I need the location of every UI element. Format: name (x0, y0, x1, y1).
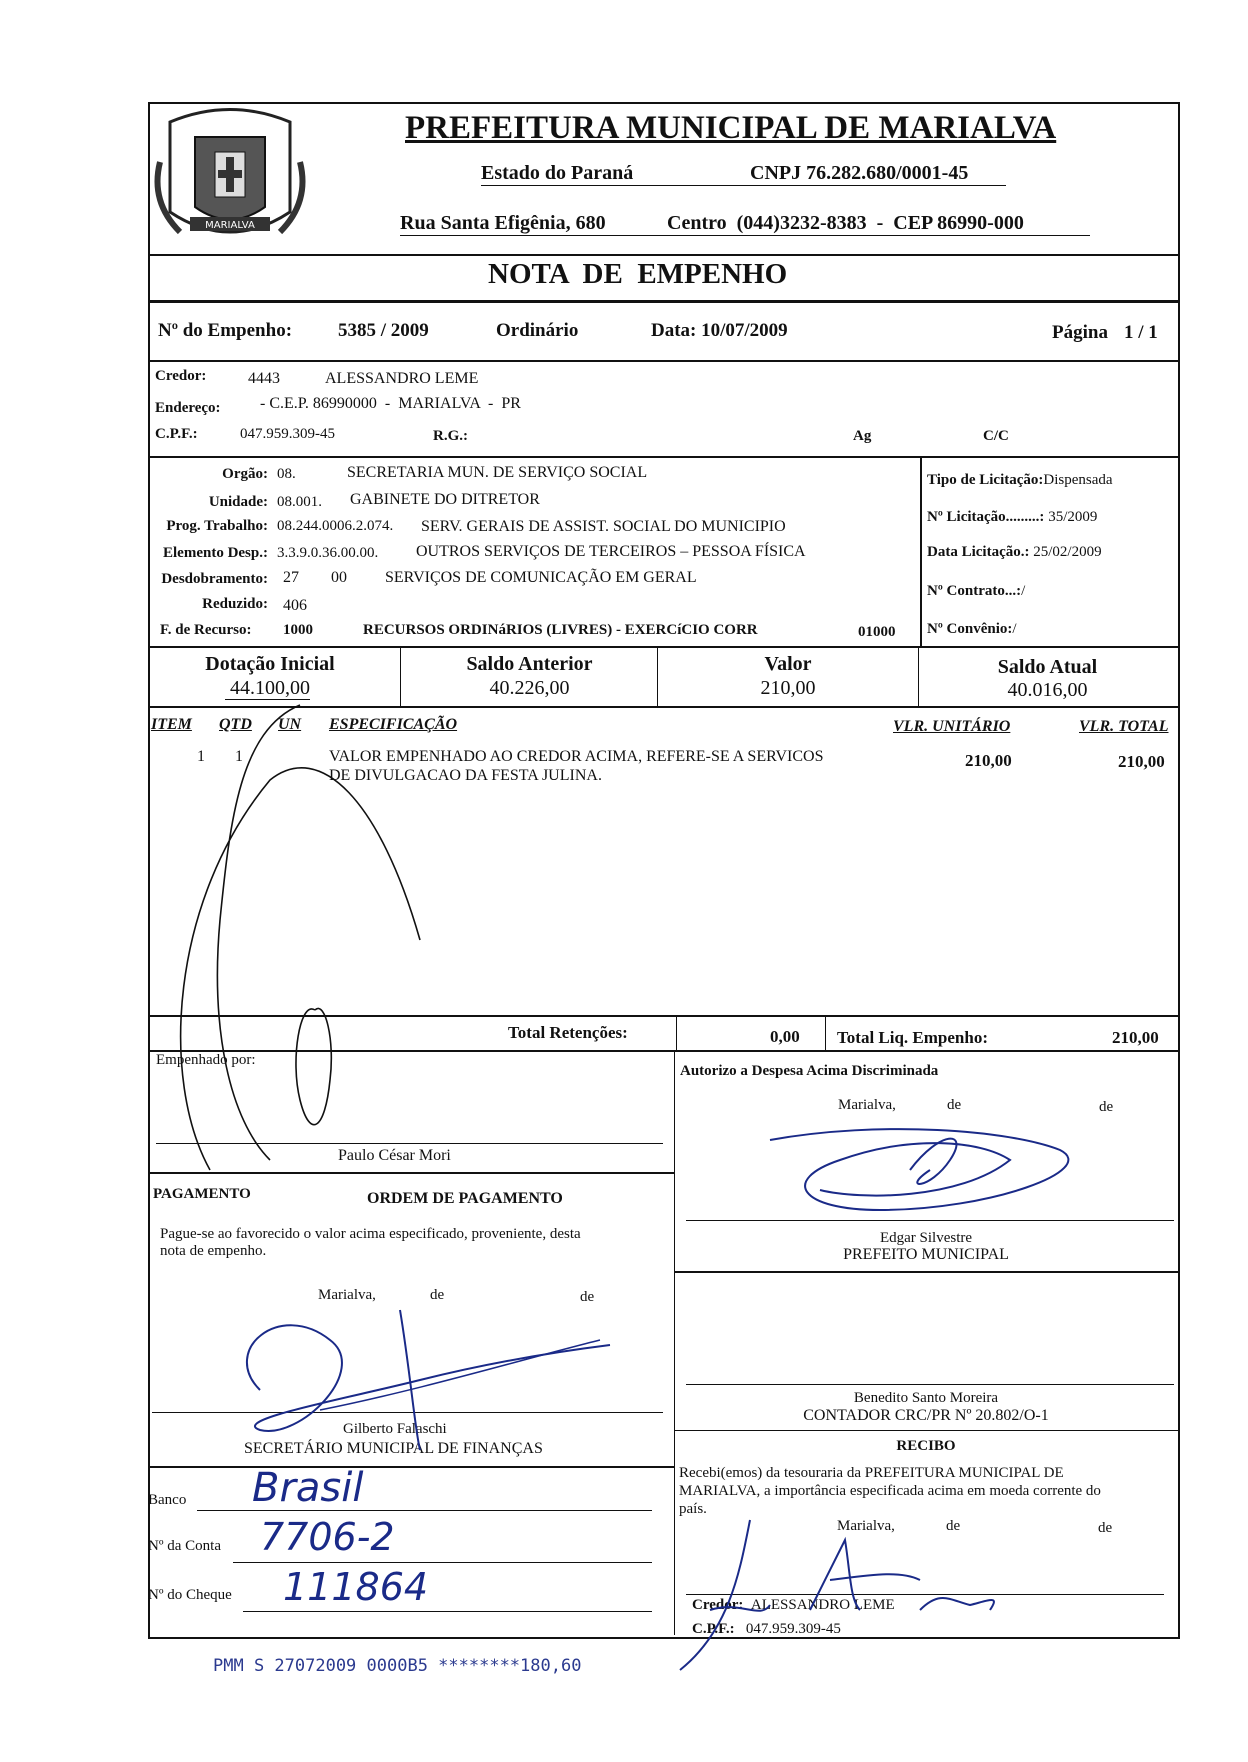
empenho-label: Nº do Empenho: (158, 320, 293, 341)
credor-code: 4443 (248, 370, 280, 387)
col-un: UN (278, 716, 302, 733)
pagamento-text-2: nota de empenho. (160, 1243, 267, 1259)
row-spec-line1: VALOR EMPENHADO AO CREDOR ACIMA, REFERE-SE A SERVICOS (329, 748, 824, 765)
orgao-label: Orgão: (222, 466, 268, 482)
recibo-text-3: país. (679, 1501, 707, 1517)
pagamento-role: SECRETÁRIO MUNICIPAL DE FINANÇAS (244, 1440, 543, 1457)
document-title: NOTA DE EMPENHO (488, 258, 788, 290)
address: Rua Santa Efigênia, 680 (400, 212, 606, 234)
elemento-name: OUTROS SERVIÇOS DE TERCEIROS – PESSOA FÍSICA (416, 543, 806, 560)
desdobramento-code: 27 (283, 569, 299, 586)
unidade-name: GABINETE DO DITRETOR (350, 491, 540, 508)
numero-contrato: Nº Contrato...:/ (927, 583, 1026, 599)
recibo-de1: de (946, 1518, 961, 1534)
empenhado-name: Paulo César Mori (338, 1147, 451, 1164)
autorizo-label: Autorizo a Despesa Acima Discriminada (680, 1063, 939, 1079)
pagamento-text-1: Pague-se ao favorecido o valor acima especificado, proveniente, desta (160, 1226, 581, 1242)
pagamento-signer: Gilberto Falaschi (343, 1421, 447, 1437)
empenho-date: Data: 10/07/2009 (651, 320, 788, 341)
empenhado-label: Empenhado por: (156, 1052, 256, 1068)
recibo-city: Marialva, (837, 1518, 895, 1534)
state-label: Estado do Paraná (481, 162, 634, 184)
recibo-de2: de (1098, 1520, 1113, 1536)
col-item: ITEM (151, 716, 192, 733)
tipo-licitacao: Tipo de Licitação:Dispensada (927, 472, 1113, 488)
liquido-label: Total Liq. Empenho: (837, 1028, 988, 1047)
row-item: 1 (197, 748, 205, 765)
ordem-label: ORDEM DE PAGAMENTO (367, 1190, 563, 1207)
cc-label: C/C (983, 428, 1009, 444)
recibo-credor: Credor: ALESSANDRO LEME (692, 1597, 895, 1613)
endereco-label: Endereço: (155, 400, 221, 416)
crest-label: MARIALVA (205, 220, 255, 231)
credor-cpf: 047.959.309-45 (240, 426, 335, 442)
liquido-value: 210,00 (1112, 1028, 1159, 1047)
data-licitacao: Data Licitação.: 25/02/2009 (927, 544, 1102, 560)
prog-code: 08.244.0006.2.074. (277, 518, 394, 534)
row-qtd: 1 (235, 748, 243, 765)
page-title: PREFEITURA MUNICIPAL DE MARIALVA (405, 110, 1057, 146)
valor-value: 210,00 (760, 677, 816, 699)
empenho-type: Ordinário (496, 320, 579, 341)
empenho-number: 5385 / 2009 (338, 320, 429, 341)
unidade-code: 08.001. (277, 494, 322, 510)
reduzido-label: Reduzido: (202, 596, 268, 612)
cnpj: CNPJ 76.282.680/0001-45 (750, 162, 969, 184)
page-number: 1 / 1 (1124, 322, 1158, 343)
pagamento-de2: de (580, 1289, 595, 1305)
credor-label: Credor: (155, 368, 207, 384)
district-phone-cep: Centro (044)3232-8383 - CEP 86990-000 (667, 212, 1024, 234)
elemento-label: Elemento Desp.: (163, 545, 268, 561)
conta-handwritten: 7706-2 (260, 1515, 395, 1559)
cheque-label: Nº do Cheque (148, 1587, 232, 1603)
page-label: Página (1052, 322, 1108, 343)
recurso-label: F. de Recurso: (160, 622, 252, 638)
pagamento-city: Marialva, (318, 1287, 376, 1303)
crest-icon (150, 102, 310, 252)
autorizo-city: Marialva, (838, 1097, 896, 1113)
recurso-code: 1000 (283, 622, 313, 638)
banco-handwritten: Brasil (252, 1465, 364, 1511)
cheque-handwritten: 111864 (283, 1565, 429, 1609)
autorizo-signer: Edgar Silvestre (879, 1230, 973, 1246)
recibo-text-1: Recebi(emos) da tesouraria da PREFEITURA MUNICIPAL DE (679, 1465, 1064, 1481)
elemento-code: 3.3.9.0.36.00.00. (277, 545, 379, 561)
recibo-text-2: MARIALVA, a importância especificada acima em moeda corrente do (679, 1483, 1101, 1499)
pagamento-de1: de (430, 1287, 445, 1303)
col-especificacao: ESPECIFICAÇÃO (329, 716, 458, 733)
rg-label: R.G.: (433, 428, 468, 444)
autorizo-de2: de (1099, 1099, 1114, 1115)
orgao-name: SECRETARIA MUN. DE SERVIÇO SOCIAL (347, 464, 648, 481)
numero-licitacao: Nº Licitação.........: 35/2009 (927, 509, 1098, 525)
desdobramento-name: SERVIÇOS DE COMUNICAÇÃO EM GERAL (385, 569, 697, 586)
col-qtd: QTD (219, 716, 252, 733)
recibo-label: RECIBO (896, 1438, 956, 1454)
retencoes-label: Total Retenções: (508, 1023, 628, 1042)
recibo-cpf: C.P.F.: 047.959.309-45 (692, 1621, 841, 1637)
saldo-anterior-value: 40.226,00 (489, 677, 570, 699)
dotacao-label: Dotação Inicial (205, 653, 335, 675)
banco-label: Banco (148, 1492, 187, 1508)
row-spec-line2: DE DIVULGACAO DA FESTA JULINA. (329, 767, 602, 784)
autorizo-de1: de (947, 1097, 962, 1113)
credor-name: ALESSANDRO LEME (325, 370, 479, 387)
recurso-name: RECURSOS ORDINáRIOS (LIVRES) - EXERCíCIO CORR (363, 622, 758, 638)
ag-label: Ag (853, 428, 872, 444)
row-unit-value: 210,00 (965, 751, 1012, 770)
retencoes-value: 0,00 (770, 1027, 800, 1046)
numero-convenio: Nº Convênio:/ (927, 621, 1017, 637)
orgao-code: 08. (277, 466, 296, 482)
reduzido: 406 (283, 597, 307, 614)
saldo-atual-value: 40.016,00 (1007, 679, 1088, 701)
col-vlr-total: VLR. TOTAL (1079, 718, 1169, 735)
saldo-anterior-label: Saldo Anterior (466, 653, 593, 675)
saldo-atual-label: Saldo Atual (997, 656, 1098, 678)
cpf-label: C.P.F.: (155, 426, 198, 442)
payment-stamp: PMM S 27072009 0000B5 ********180,60 (213, 1656, 582, 1676)
prog-label: Prog. Trabalho: (166, 518, 268, 534)
credor-address: - C.E.P. 86990000 - MARIALVA - PR (260, 395, 521, 412)
recurso-ref: 01000 (858, 624, 896, 640)
desdobramento-sub: 00 (331, 569, 347, 586)
row-total-value: 210,00 (1118, 752, 1165, 771)
conta-label: Nº da Conta (148, 1538, 221, 1554)
contador-signer: Benedito Santo Moreira (853, 1390, 999, 1406)
autorizo-role: PREFEITO MUNICIPAL (843, 1246, 1009, 1263)
pagamento-label: PAGAMENTO (153, 1186, 251, 1202)
unidade-label: Unidade: (208, 494, 268, 510)
col-vlr-unitario: VLR. UNITÁRIO (893, 718, 1011, 735)
desdobramento-label: Desdobramento: (161, 571, 268, 587)
valor-label: Valor (764, 653, 812, 675)
prog-name: SERV. GERAIS DE ASSIST. SOCIAL DO MUNICIPIO (421, 518, 786, 535)
contador-role: CONTADOR CRC/PR Nº 20.802/O-1 (803, 1407, 1049, 1424)
dotacao-value: 44.100,00 (230, 677, 310, 699)
